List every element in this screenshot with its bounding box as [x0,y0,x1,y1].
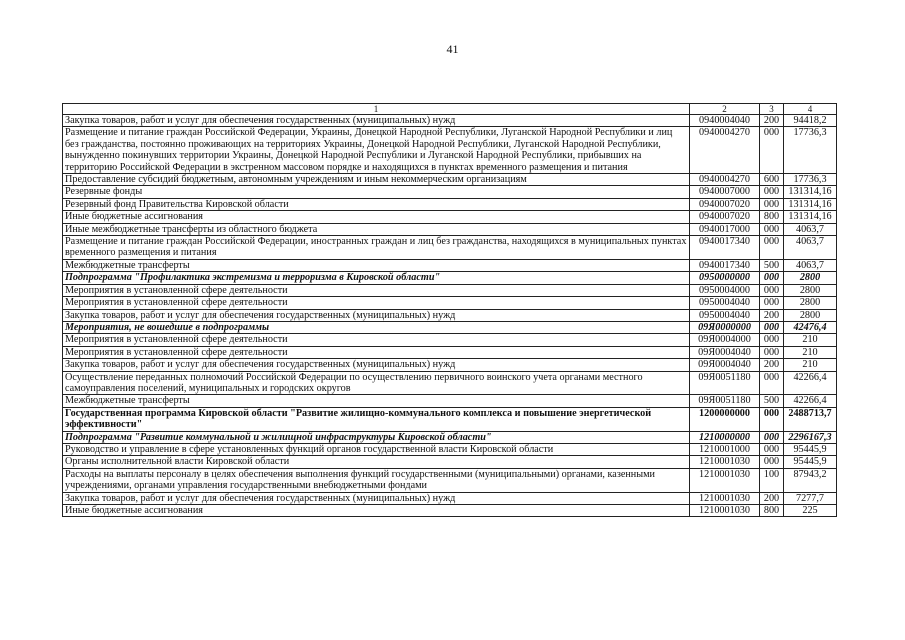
row-amount-cell: 2800 [784,309,837,321]
row-name-cell: Межбюджетные трансферты [63,259,690,271]
table-row [63,505,837,517]
row-name-cell: Государственная программа Кировской области "Развитие жилищно-коммунального комплекса и повышение энергетической эффективности" [63,407,690,431]
row-amount-cell: 210 [784,359,837,371]
row-amount-cell: 2296167,3 [784,431,837,443]
table-row [63,431,837,443]
row-amount-cell: 4063,7 [784,223,837,235]
row-amount-cell: 2800 [784,272,837,284]
row-name-cell: Закупка товаров, работ и услуг для обеспечения государственных (муниципальных) нужд [63,115,690,127]
row-amount-cell: 42476,4 [784,321,837,333]
row-type-cell: 500 [760,259,784,271]
row-amount-cell: 17736,3 [784,174,837,186]
row-code-cell: 09Я0051180 [690,371,760,395]
row-amount-cell: 210 [784,334,837,346]
row-amount-cell: 95445,9 [784,456,837,468]
table-row [63,492,837,504]
row-type-cell: 800 [760,211,784,223]
table-row [63,371,837,395]
header-col-3: 3 [760,104,784,115]
row-name-cell: Закупка товаров, работ и услуг для обеспечения государственных (муниципальных) нужд [63,492,690,504]
table-row [63,468,837,492]
row-code-cell: 09Я0051180 [690,395,760,407]
row-name-cell: Мероприятия в установленной сфере деятельности [63,346,690,358]
header-col-2: 2 [690,104,760,115]
table-row [63,297,837,309]
row-amount-cell: 7277,7 [784,492,837,504]
row-amount-cell: 42266,4 [784,395,837,407]
table-row [63,395,837,407]
row-code-cell: 0940007020 [690,211,760,223]
row-code-cell: 0940004270 [690,127,760,174]
row-name-cell: Мероприятия в установленной сфере деятельности [63,334,690,346]
row-type-cell: 000 [760,186,784,198]
row-name-cell: Осуществление переданных полномочий Российской Федерации по осуществлению первичного воинского учета органами местного самоуправления поселений, муниципальных и городских округов [63,371,690,395]
row-type-cell: 200 [760,492,784,504]
table-row [63,198,837,210]
table-row [63,284,837,296]
row-amount-cell: 131314,16 [784,211,837,223]
row-name-cell: Мероприятия в установленной сфере деятельности [63,297,690,309]
row-code-cell: 0940004270 [690,174,760,186]
row-type-cell: 000 [760,198,784,210]
row-code-cell: 0940004040 [690,115,760,127]
row-type-cell: 200 [760,309,784,321]
table-row [63,127,837,174]
row-code-cell: 1200000000 [690,407,760,431]
row-amount-cell: 210 [784,346,837,358]
row-code-cell: 0950004040 [690,297,760,309]
row-type-cell: 000 [760,334,784,346]
table-row [63,346,837,358]
row-type-cell: 500 [760,395,784,407]
row-type-cell: 000 [760,272,784,284]
row-type-cell: 000 [760,346,784,358]
row-name-cell: Закупка товаров, работ и услуг для обеспечения государственных (муниципальных) нужд [63,359,690,371]
header-col-1: 1 [63,104,690,115]
table-row [63,236,837,260]
row-code-cell: 1210001030 [690,505,760,517]
row-type-cell: 000 [760,456,784,468]
table-row [63,259,837,271]
row-type-cell: 800 [760,505,784,517]
row-name-cell: Предоставление субсидий бюджетным, автономным учреждениям и иным некоммерческим организациям [63,174,690,186]
row-code-cell: 1210001030 [690,468,760,492]
row-amount-cell: 95445,9 [784,443,837,455]
row-name-cell: Резервные фонды [63,186,690,198]
row-type-cell: 600 [760,174,784,186]
row-name-cell: Руководство и управление в сфере установленных функций органов государственной власти Кировской области [63,443,690,455]
row-type-cell: 000 [760,407,784,431]
table-row [63,223,837,235]
row-type-cell: 000 [760,284,784,296]
row-name-cell: Расходы на выплаты персоналу в целях обеспечения выполнения функций государственными (муниципальными) органами, казенными учреждениями, органами управления государственными внебюджетными фондами [63,468,690,492]
table-header-row [63,104,837,115]
row-amount-cell: 225 [784,505,837,517]
row-code-cell: 1210001030 [690,492,760,504]
page-number: 41 [446,42,459,56]
row-name-cell: Подпрограмма "Профилактика экстремизма и терроризма в Кировской области" [63,272,690,284]
row-name-cell: Органы исполнительной власти Кировской области [63,456,690,468]
row-amount-cell: 131314,16 [784,198,837,210]
table-row [63,359,837,371]
row-amount-cell: 131314,16 [784,186,837,198]
table-row [63,321,837,333]
row-name-cell: Мероприятия, не вошедшие в подпрограммы [63,321,690,333]
row-amount-cell: 17736,3 [784,127,837,174]
row-code-cell: 09Я0004040 [690,346,760,358]
row-code-cell: 0950004000 [690,284,760,296]
row-name-cell: Иные бюджетные ассигнования [63,211,690,223]
row-amount-cell: 2488713,7 [784,407,837,431]
row-name-cell: Закупка товаров, работ и услуг для обеспечения государственных (муниципальных) нужд [63,309,690,321]
table-row [63,443,837,455]
row-amount-cell: 4063,7 [784,259,837,271]
table-row [63,115,837,127]
row-code-cell: 0940007000 [690,186,760,198]
row-code-cell: 0950004040 [690,309,760,321]
row-code-cell: 0940017000 [690,223,760,235]
row-amount-cell: 87943,2 [784,468,837,492]
row-name-cell: Иные бюджетные ассигнования [63,505,690,517]
row-type-cell: 000 [760,443,784,455]
row-name-cell: Межбюджетные трансферты [63,395,690,407]
row-name-cell: Подпрограмма "Развитие коммунальной и жилищной инфраструктуры Кировской области" [63,431,690,443]
row-code-cell: 1210001000 [690,443,760,455]
row-code-cell: 0940007020 [690,198,760,210]
row-type-cell: 000 [760,236,784,260]
row-name-cell: Резервный фонд Правительства Кировской области [63,198,690,210]
row-type-cell: 000 [760,431,784,443]
table-row [63,334,837,346]
row-type-cell: 000 [760,223,784,235]
row-amount-cell: 42266,4 [784,371,837,395]
row-amount-cell: 2800 [784,297,837,309]
row-code-cell: 0950000000 [690,272,760,284]
row-code-cell: 09Я0004040 [690,359,760,371]
row-amount-cell: 94418,2 [784,115,837,127]
row-code-cell: 0940017340 [690,236,760,260]
header-col-4: 4 [784,104,837,115]
row-type-cell: 200 [760,359,784,371]
budget-table [62,103,837,517]
row-name-cell: Размещение и питание граждан Российской Федерации, иностранных граждан и лиц без гражданства, находящихся в муниципальных пунктах временного размещения и питания [63,236,690,260]
row-type-cell: 000 [760,321,784,333]
row-code-cell: 1210001030 [690,456,760,468]
row-type-cell: 000 [760,127,784,174]
row-name-cell: Размещение и питание граждан Российской Федерации, Украины, Донецкой Народной Республики, Луганской Народной Республики и лиц без гражданства, постоянно проживающих на территориях Украины, Донецкой Народной Республики, Луганской Народной Республики, вынужденно покинувших территории Украины, Донецкой Народной Республики и Луганской Народной Республики, прибывших на территорию Российской Федерации в экстренном массовом порядке и находящихся в пунктах временного размещения и питания [63,127,690,174]
row-type-cell: 000 [760,371,784,395]
row-code-cell: 1210000000 [690,431,760,443]
table-row [63,407,837,431]
row-amount-cell: 4063,7 [784,236,837,260]
table-row [63,272,837,284]
table-row [63,174,837,186]
row-name-cell: Иные межбюджетные трансферты из областного бюджета [63,223,690,235]
row-code-cell: 09Я0004000 [690,334,760,346]
row-type-cell: 000 [760,297,784,309]
table-row [63,456,837,468]
row-type-cell: 200 [760,115,784,127]
row-type-cell: 100 [760,468,784,492]
row-code-cell: 09Я0000000 [690,321,760,333]
row-code-cell: 0940017340 [690,259,760,271]
row-amount-cell: 2800 [784,284,837,296]
row-name-cell: Мероприятия в установленной сфере деятельности [63,284,690,296]
table-row [63,186,837,198]
table-row [63,309,837,321]
table-row [63,211,837,223]
